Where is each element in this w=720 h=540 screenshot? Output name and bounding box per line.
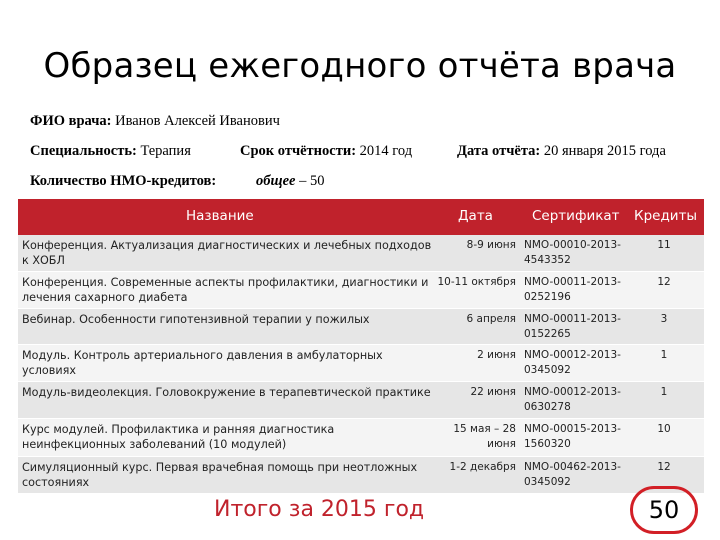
table-row bbox=[18, 235, 704, 272]
row-cert: NMO-00012-2013-0345092 bbox=[524, 349, 621, 376]
header-cert: Сертификат bbox=[532, 208, 620, 224]
fio-label: ФИО врача: bbox=[30, 113, 112, 129]
nmo-line bbox=[30, 173, 216, 190]
row-date: 1-2 декабря bbox=[449, 461, 516, 473]
table-row bbox=[18, 419, 704, 457]
row-date: 22 июня bbox=[470, 386, 516, 398]
row-cert: NMO-00012-2013-0630278 bbox=[524, 386, 621, 413]
activities-table bbox=[18, 199, 704, 494]
row-name: Курс модулей. Профилактика и ранняя диагностика неинфекционных заболеваний (10 модулей) bbox=[22, 423, 335, 451]
row-date: 8-9 июня bbox=[466, 239, 516, 251]
table-row bbox=[18, 382, 704, 419]
total-value: 50 bbox=[648, 496, 680, 524]
term-value: 2014 год bbox=[359, 143, 413, 159]
specialty-value: Терапия bbox=[140, 143, 191, 159]
total-label: Итого за 2015 год bbox=[214, 497, 425, 522]
row-cert: NMO-00011-2013-0152265 bbox=[524, 313, 621, 340]
row-cert: NMO-00010-2013-4543352 bbox=[524, 239, 621, 266]
table-row bbox=[18, 345, 704, 382]
header-name: Название bbox=[186, 208, 254, 224]
fio-value: Иванов Алексей Иванович bbox=[115, 113, 280, 129]
table-row bbox=[18, 457, 704, 494]
nmo-total bbox=[256, 173, 324, 190]
row-credits: 10 bbox=[657, 423, 671, 435]
header-credits: Кредиты bbox=[634, 208, 698, 224]
header-date: Дата bbox=[458, 208, 493, 224]
row-credits: 11 bbox=[657, 239, 671, 251]
nmo-label: Количество НМО-кредитов: bbox=[30, 173, 217, 189]
row-credits: 3 bbox=[660, 313, 668, 325]
row-credits: 12 bbox=[657, 461, 671, 473]
row-credits: 1 bbox=[660, 386, 668, 398]
specialty-line bbox=[30, 143, 191, 160]
report-date-line bbox=[457, 143, 666, 160]
row-date: 6 апреля bbox=[466, 313, 516, 325]
row-name: Модуль. Контроль артериального давления в амбулаторных условиях bbox=[22, 349, 383, 377]
row-credits: 1 bbox=[660, 349, 668, 361]
row-name: Симуляционный курс. Первая врачебная помощь при неотложных состояниях bbox=[22, 461, 418, 489]
term-label: Срок отчётности: bbox=[240, 143, 357, 159]
table-header bbox=[18, 199, 704, 235]
row-date: 10-11 октября bbox=[437, 276, 516, 288]
report-date-value: 20 января 2015 года bbox=[543, 143, 666, 159]
row-name: Конференция. Современные аспекты профилактики, диагностики и лечения сахарного диабета bbox=[22, 276, 429, 304]
row-name: Конференция. Актуализация диагностических и лечебных подходов к ХОБЛ bbox=[22, 239, 432, 267]
row-cert: NMO-00011-2013-0252196 bbox=[524, 276, 621, 303]
row-date: 15 мая – 28 июня bbox=[453, 423, 516, 450]
specialty-label: Специальность: bbox=[30, 143, 137, 159]
row-name: Вебинар. Особенности гипотензивной терапии у пожилых bbox=[22, 313, 370, 326]
table-row bbox=[18, 272, 704, 309]
fio-line bbox=[30, 113, 280, 130]
report-date-label: Дата отчёта: bbox=[457, 143, 541, 159]
nmo-total-label: общее bbox=[256, 173, 296, 189]
row-name: Модуль-видеолекция. Головокружение в терапевтической практике bbox=[22, 386, 431, 399]
row-credits: 12 bbox=[657, 276, 671, 288]
term-line bbox=[240, 143, 412, 160]
row-cert: NMO-00015-2013-1560320 bbox=[524, 423, 621, 450]
nmo-total-value: – 50 bbox=[299, 173, 325, 189]
row-cert: NMO-00462-2013-0345092 bbox=[524, 461, 621, 488]
table-row bbox=[18, 309, 704, 345]
page-title: Образец ежегодного отчёта врача bbox=[43, 46, 677, 86]
row-date: 2 июня bbox=[477, 349, 516, 361]
